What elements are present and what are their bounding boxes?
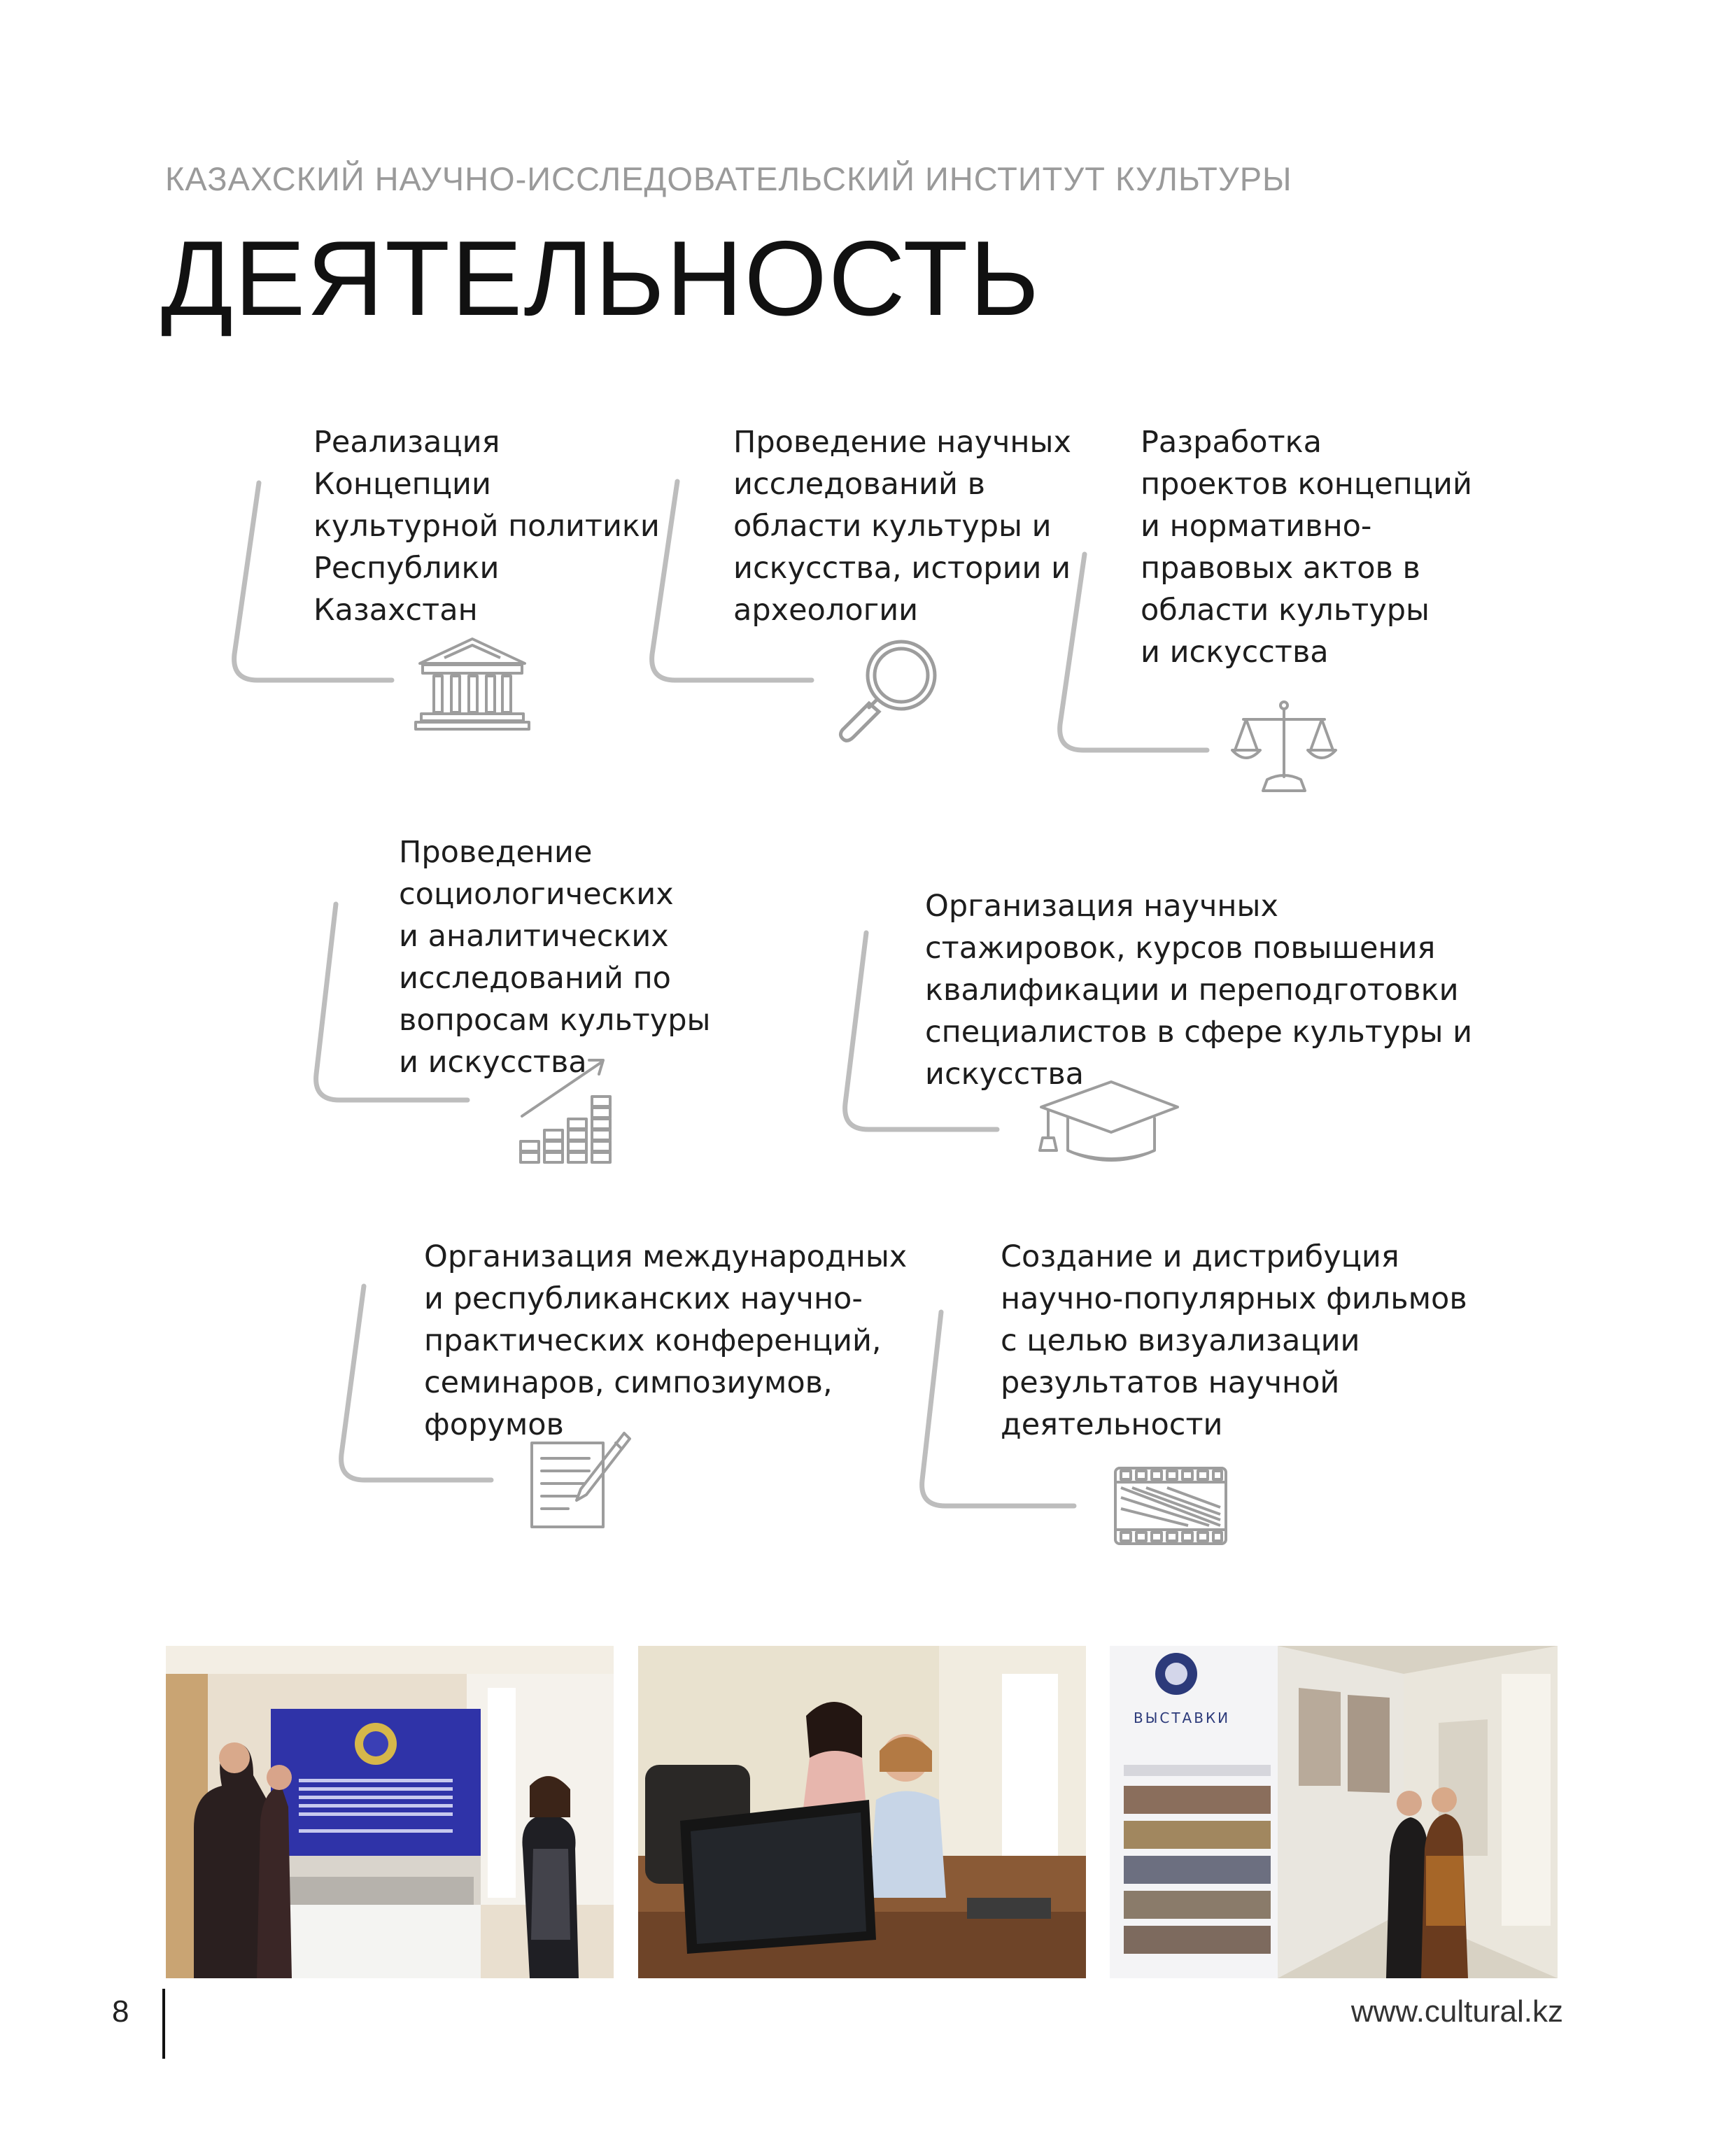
activity-line: Реализация	[313, 425, 500, 460]
activity-line: специалистов в сфере культуры и	[925, 1015, 1473, 1050]
activity-line: и нормативно-	[1141, 509, 1372, 544]
activity-line: Организация международных	[424, 1239, 908, 1274]
activity-line: и республиканских научно-	[424, 1281, 863, 1316]
activity-line: научно-популярных фильмов	[1001, 1281, 1467, 1316]
activity-line: Концепции	[313, 467, 491, 502]
organization-name: КАЗАХСКИЙ НАУЧНО-ИССЛЕДОВАТЕЛЬСКИЙ ИНСТИТУТ КУЛЬТУРЫ	[165, 160, 1292, 197]
activity-line: квалификации и переподготовки	[925, 973, 1459, 1008]
photo-exhibition	[1110, 1646, 1558, 1978]
photo-office	[638, 1646, 1086, 1978]
activity-line: исследований в	[733, 467, 985, 502]
activity-line: вопросам культуры	[399, 1003, 711, 1038]
activity-line: и искусства	[399, 1045, 587, 1080]
activity-line: культурной политики	[313, 509, 660, 544]
activity-line: семинаров, симпозиумов,	[424, 1365, 833, 1400]
activity-line: искусства, истории и	[733, 551, 1071, 586]
film-strip-icon	[1111, 1464, 1230, 1548]
activity-line: Проведение научных	[733, 425, 1071, 460]
activity-line: деятельности	[1001, 1407, 1223, 1442]
activity-line: искусства	[925, 1057, 1085, 1092]
activity-line: социологических	[399, 877, 674, 912]
activity-line: практических конференций,	[424, 1323, 882, 1358]
page-title: ДЕЯТЕЛЬНОСТЬ	[161, 219, 1041, 338]
activity-line: форумов	[424, 1407, 564, 1442]
activity-line: стажировок, курсов повышения	[925, 931, 1436, 966]
activity-line: Республики	[313, 551, 500, 586]
activity-line: и искусства	[1141, 635, 1329, 670]
activity-line: исследований по	[399, 961, 671, 996]
website-link[interactable]: www.cultural.kz	[1350, 1994, 1563, 2029]
activity-line: результатов научной	[1001, 1365, 1340, 1400]
activity-line: археологии	[733, 593, 919, 628]
photo-reception	[166, 1646, 614, 1978]
footer-divider	[162, 1989, 165, 2059]
activity-line: с целью визуализации	[1001, 1323, 1360, 1358]
activity-line: области культуры	[1141, 593, 1430, 628]
activity-line: Проведение	[399, 835, 593, 870]
exhibition-sign: ВЫСТАВКИ	[1134, 1710, 1231, 1726]
activity-line: и аналитических	[399, 919, 669, 954]
page-number: 8	[112, 1994, 129, 2029]
activity-line: области культуры и	[733, 509, 1052, 544]
activity-line: правовых актов в	[1141, 551, 1420, 586]
activity-line: Создание и дистрибуция	[1001, 1239, 1399, 1274]
activity-line: Организация научных	[925, 889, 1278, 924]
activity-line: Казахстан	[313, 593, 478, 628]
activity-line: проектов концепций	[1141, 467, 1472, 502]
activity-line: Разработка	[1141, 425, 1322, 460]
